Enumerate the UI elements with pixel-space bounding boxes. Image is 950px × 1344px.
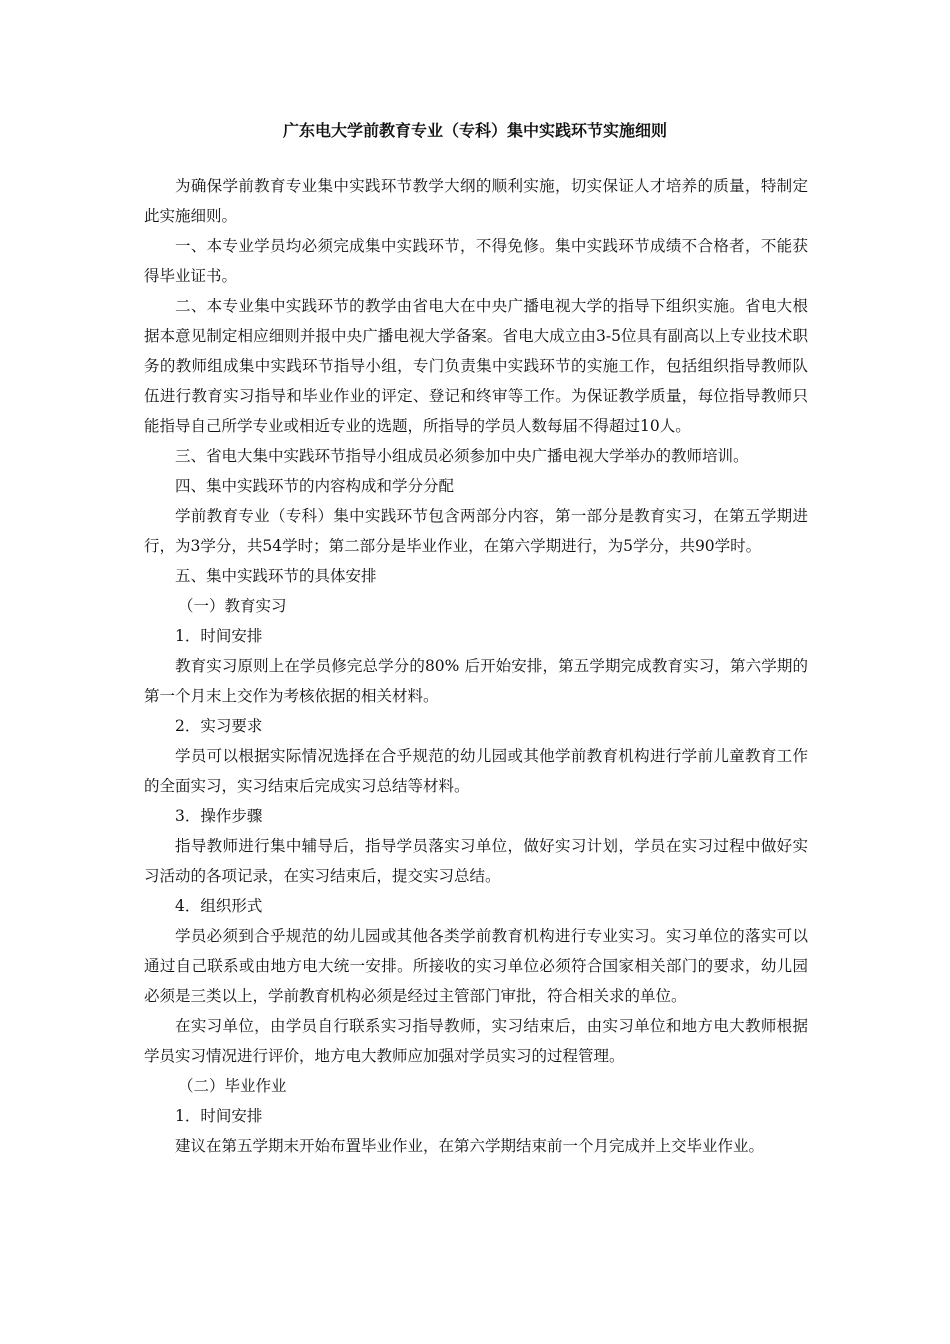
- paragraph-requirements: 学员可以根据实际情况选择在合乎规范的幼儿园或其他学前教育机构进行学前儿童教育工作的全面实习，实习结束后完成实习总结等材料。: [144, 747, 808, 795]
- document-title: 广东电大学前教育专业（专科）集中实践环节实施细则: [282, 121, 667, 140]
- paragraph-section-2: 二、本专业集中实践环节的教学由省电大在中央广播电视大学的指导下组织实施。省电大根据本意见制定相应细则并报中央广播电视大学备案。省电大成立由3-5位具有副高以上专业技术职务的教师组成集中实践环节指导小组，专门负责集中实践环节的实施工作，包括组织指导教师队伍进行教育实习指导和毕业作业的评定、登记和终审等工作。为保证教学质量，每位指导教师只能指导自己所学专业或相近专业的选题，所指导的学员人数每届不得超过10人。: [144, 297, 808, 435]
- heading-graduation-work: （二）毕业作业: [178, 1077, 287, 1095]
- document-body: [144, 171, 808, 1161]
- heading-graduation-time: 1．时间安排: [175, 1107, 263, 1125]
- heading-time-schedule: 1．时间安排: [175, 627, 263, 645]
- paragraph-section-1: 一、本专业学员均必须完成集中实践环节，不得免修。集中实践环节成绩不合格者，不能获得毕业证书。: [144, 237, 808, 285]
- heading-section-4: 四、集中实践环节的内容构成和学分分配: [175, 477, 455, 495]
- heading-section-5: 五、集中实践环节的具体安排: [175, 567, 377, 585]
- paragraph-organization: 学员必须到合乎规范的幼儿园或其他各类学前教育机构进行专业实习。实习单位的落实可以通过自己联系或由地方电大统一安排。所接收的实习单位必须符合国家相关部门的要求，幼儿园必须是三类以上，学前教育机构必须是经过主管部门审批，符合相关求的单位。: [144, 927, 808, 1005]
- heading-steps: 3．操作步骤: [175, 807, 263, 825]
- paragraph-steps: 指导教师进行集中辅导后，指导学员落实习单位，做好实习计划，学员在实习过程中做好实习活动的各项记录，在实习结束后，提交实习总结。: [144, 837, 808, 885]
- heading-organization: 4．组织形式: [175, 897, 263, 915]
- heading-internship: （一）教育实习: [178, 597, 287, 615]
- paragraph-evaluation: 在实习单位，由学员自行联系实习指导教师，实习结束后，由实习单位和地方电大教师根据学员实习情况进行评价，地方电大教师应加强对学员实习的过程管理。: [144, 1017, 808, 1065]
- paragraph-time-schedule: 教育实习原则上在学员修完总学分的80% 后开始安排，第五学期完成教育实习，第六学期的第一个月末上交作为考核依据的相关材料。: [144, 657, 808, 705]
- paragraph-credits: 学前教育专业（专科）集中实践环节包含两部分内容，第一部分是教育实习，在第五学期进行，为3学分，共54学时；第二部分是毕业作业，在第六学期进行，为5学分，共90学时。: [144, 507, 808, 555]
- paragraph-graduation-time: 建议在第五学期末开始布置毕业作业，在第六学期结束前一个月完成并上交毕业作业。: [175, 1137, 765, 1155]
- paragraph-section-3: 三、省电大集中实践环节指导小组成员必须参加中央广播电视大学举办的教师培训。: [175, 447, 749, 465]
- heading-requirements: 2．实习要求: [175, 717, 263, 735]
- paragraph-intro: 为确保学前教育专业集中实践环节教学大纲的顺利实施，切实保证人才培养的质量，特制定此实施细则。: [144, 177, 808, 225]
